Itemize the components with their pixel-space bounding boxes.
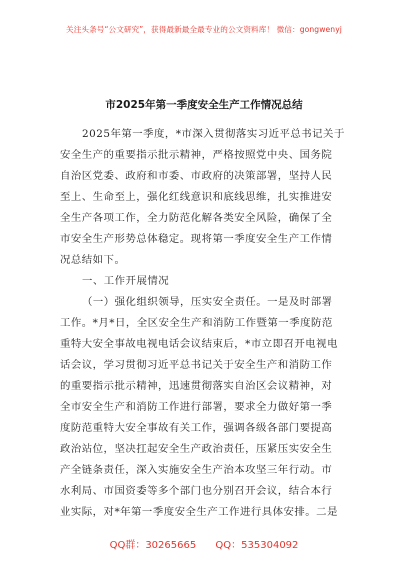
body-line: 安全生产的重要指示批示精神，严格按照党中央、国务院 <box>60 149 333 161</box>
body-line: 重特大安全事故电视电话会议结束后，*市立即召开电视电 <box>60 338 338 350</box>
section-heading: 一、工作开展情况 <box>82 275 170 287</box>
body-line: 全生产各项工作，全力防范化解各类安全风险，确保了全 <box>60 212 333 224</box>
body-line: 的重要指示批示精神，迅速贯彻落实自治区会议精神，对 <box>60 380 333 392</box>
qq-group-contact: QQ群：30265665 <box>109 540 197 551</box>
body-line: （一）强化组织领导，压实安全责任。一是及时部署 <box>82 296 333 308</box>
body-line: 自治区党委、政府和市委、市政府的决策部署，坚持人民 <box>60 170 333 182</box>
qq-contact: QQ：535304092 <box>215 540 299 551</box>
header-banner: 关注头条号“公文研究”，获得最新最全最专业的公文资料库！ 微信：gongwenyj <box>66 25 342 34</box>
body-line: 话会议，学习贯彻习近平总书记关于安全生产和消防工作 <box>60 359 333 371</box>
body-line: 2025年第一季度，*市深入贯彻落实习近平总书记关于 <box>82 128 345 140</box>
body-line: 工作。*月*日，全区安全生产和消防工作暨第一季度防范 <box>60 317 333 329</box>
body-line: 业实际，对*年第一季度安全生产工作进行具体安排。二是 <box>60 506 338 518</box>
footer-banner <box>0 536 408 551</box>
body-line: 况总结如下。 <box>60 254 126 266</box>
body-line: 全市安全生产和消防工作进行部署，要求全力做好第一季 <box>60 401 333 413</box>
body-line: 产全链条责任，深入实施安全生产治本攻坚三年行动。市 <box>60 464 333 476</box>
body-line: 度防范重特大安全事故有关工作，强调各级各部门要提高 <box>60 422 333 434</box>
body-line: 至上、生命至上，强化红线意识和底线思维，扎实推进安 <box>60 191 333 203</box>
body-line: 政治站位，坚决扛起安全生产政治责任，压紧压实安全生 <box>60 443 333 455</box>
document-title: 市2025年第一季度安全生产工作情况总结 <box>105 99 303 111</box>
body-line: 市安全生产形势总体稳定。现将第一季度安全生产工作情 <box>60 233 333 245</box>
body-line: 水利局、市国资委等多个部门也分别召开会议，结合本行 <box>60 485 333 497</box>
